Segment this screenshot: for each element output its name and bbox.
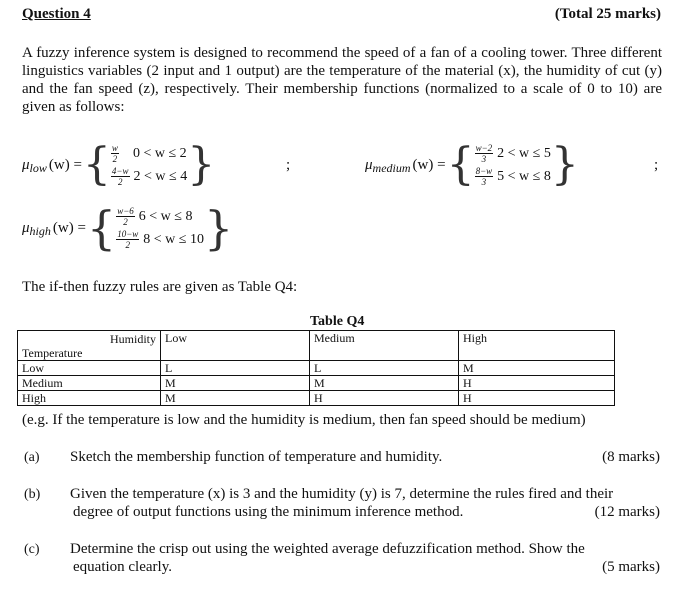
table-row xyxy=(18,391,615,406)
part-c-text-cont: equation clearly. xyxy=(73,559,172,575)
fraction: $\frac{w-6}{2}$ xyxy=(117,206,134,227)
part-a-marks: (8 marks) xyxy=(602,449,660,465)
part-b-text: Given the temperature (x) is 3 and the humidity (y) is 7, determine the rules fired and their xyxy=(70,486,614,502)
humidity-label: Humidity xyxy=(109,332,156,346)
mu-symbol: μ xyxy=(22,156,30,173)
part-b-label: (b) xyxy=(24,487,41,502)
piece-condition: 2 < w ≤ 5 xyxy=(497,145,551,161)
piece-condition: 2 < w ≤ 4 xyxy=(133,168,188,184)
membership-low xyxy=(22,137,215,193)
membership-high xyxy=(22,198,233,258)
piece-row xyxy=(475,166,551,187)
mu-subscript: medium xyxy=(372,160,411,175)
table-row xyxy=(18,376,615,391)
mu-argument: (w) = xyxy=(412,156,446,173)
fraction: $\frac{8-w}{3}$ xyxy=(475,166,493,187)
fraction: $\frac{10-w}{2}$ xyxy=(117,229,139,250)
piece-condition: 5 < w ≤ 8 xyxy=(497,168,551,184)
column-header: Low xyxy=(161,331,310,361)
rule-example: (e.g. If the temperature is low and the humidity is medium, then fan speed should be medium) xyxy=(22,412,586,428)
mu-symbol: μ xyxy=(22,219,30,236)
piece-row xyxy=(116,229,204,250)
table-cell: M xyxy=(161,376,310,391)
table-caption: Table Q4 xyxy=(310,314,365,329)
table-row xyxy=(18,361,615,376)
piece-list xyxy=(116,206,204,250)
piece-condition: 0 < w ≤ 2 xyxy=(132,145,187,161)
fraction: $\frac{w}{2}$ xyxy=(111,143,118,164)
table-cell: H xyxy=(310,391,459,406)
piece-list xyxy=(111,143,187,187)
mu-argument: (w) = xyxy=(52,219,86,236)
table-cell: L xyxy=(161,361,310,376)
part-c-label: (c) xyxy=(24,542,40,557)
part-a-text: Sketch the membership function of temperature and humidity. xyxy=(70,449,443,465)
table-cell: H xyxy=(459,391,615,406)
table-cell: L xyxy=(310,361,459,376)
right-brace: } xyxy=(550,139,579,190)
piece-list xyxy=(475,143,551,187)
piece-row xyxy=(111,143,187,164)
mu-argument: (w) = xyxy=(48,156,82,173)
part-c-marks: (5 marks) xyxy=(602,559,660,575)
rules-table xyxy=(17,330,615,406)
table-cell: M xyxy=(459,361,615,376)
table-cell: M xyxy=(310,376,459,391)
temperature-label: Temperature xyxy=(22,346,83,360)
left-brace: { xyxy=(86,201,117,255)
rules-intro: The if-then fuzzy rules are given as Table Q4: xyxy=(22,279,298,295)
part-b-text-cont: degree of output functions using the minimum inference method. xyxy=(73,504,464,520)
piece-row xyxy=(475,143,551,164)
separator-1: ; xyxy=(286,157,291,173)
table-header-row xyxy=(18,331,615,361)
part-a-label: (a) xyxy=(24,450,40,465)
piece-condition: 8 < w ≤ 10 xyxy=(143,231,204,247)
column-header: High xyxy=(459,331,615,361)
table-cell: M xyxy=(161,391,310,406)
left-brace: { xyxy=(82,139,111,190)
part-b-marks: (12 marks) xyxy=(594,504,660,520)
fraction: $\frac{4-w}{2}$ xyxy=(111,166,129,187)
part-c-text: Determine the crisp out using the weighted average defuzzification method. Show the xyxy=(70,541,585,557)
question-title: Question 4 xyxy=(22,6,91,22)
right-brace: } xyxy=(187,139,216,190)
separator-2: ; xyxy=(654,157,659,173)
row-label: High xyxy=(18,391,161,406)
piece-row xyxy=(111,166,187,187)
membership-medium xyxy=(365,137,579,193)
total-marks: (Total 25 marks) xyxy=(554,6,661,22)
corner-cell xyxy=(18,331,161,361)
mu-subscript: high xyxy=(29,223,51,238)
left-brace: { xyxy=(446,139,475,190)
fraction: $\frac{w-2}{3}$ xyxy=(475,143,493,164)
table-cell: H xyxy=(459,376,615,391)
piece-row xyxy=(116,206,204,227)
mu-symbol: μ xyxy=(365,156,373,173)
intro-paragraph: A fuzzy inference system is designed to recommend the speed of a fan of a cooling tower. Three different linguistics variables (2 input and 1 output) are the temperature of the material (x), the humidity of cut (y) and the fan speed (z), respectively. Their membership functions (normalized to a scale of 0 to 10) are given as follows: xyxy=(22,45,662,115)
column-header: Medium xyxy=(310,331,459,361)
row-label: Medium xyxy=(18,376,161,391)
piece-condition: 6 < w ≤ 8 xyxy=(138,208,193,224)
row-label: Low xyxy=(18,361,161,376)
right-brace: } xyxy=(203,201,234,255)
mu-subscript: low xyxy=(29,160,47,175)
